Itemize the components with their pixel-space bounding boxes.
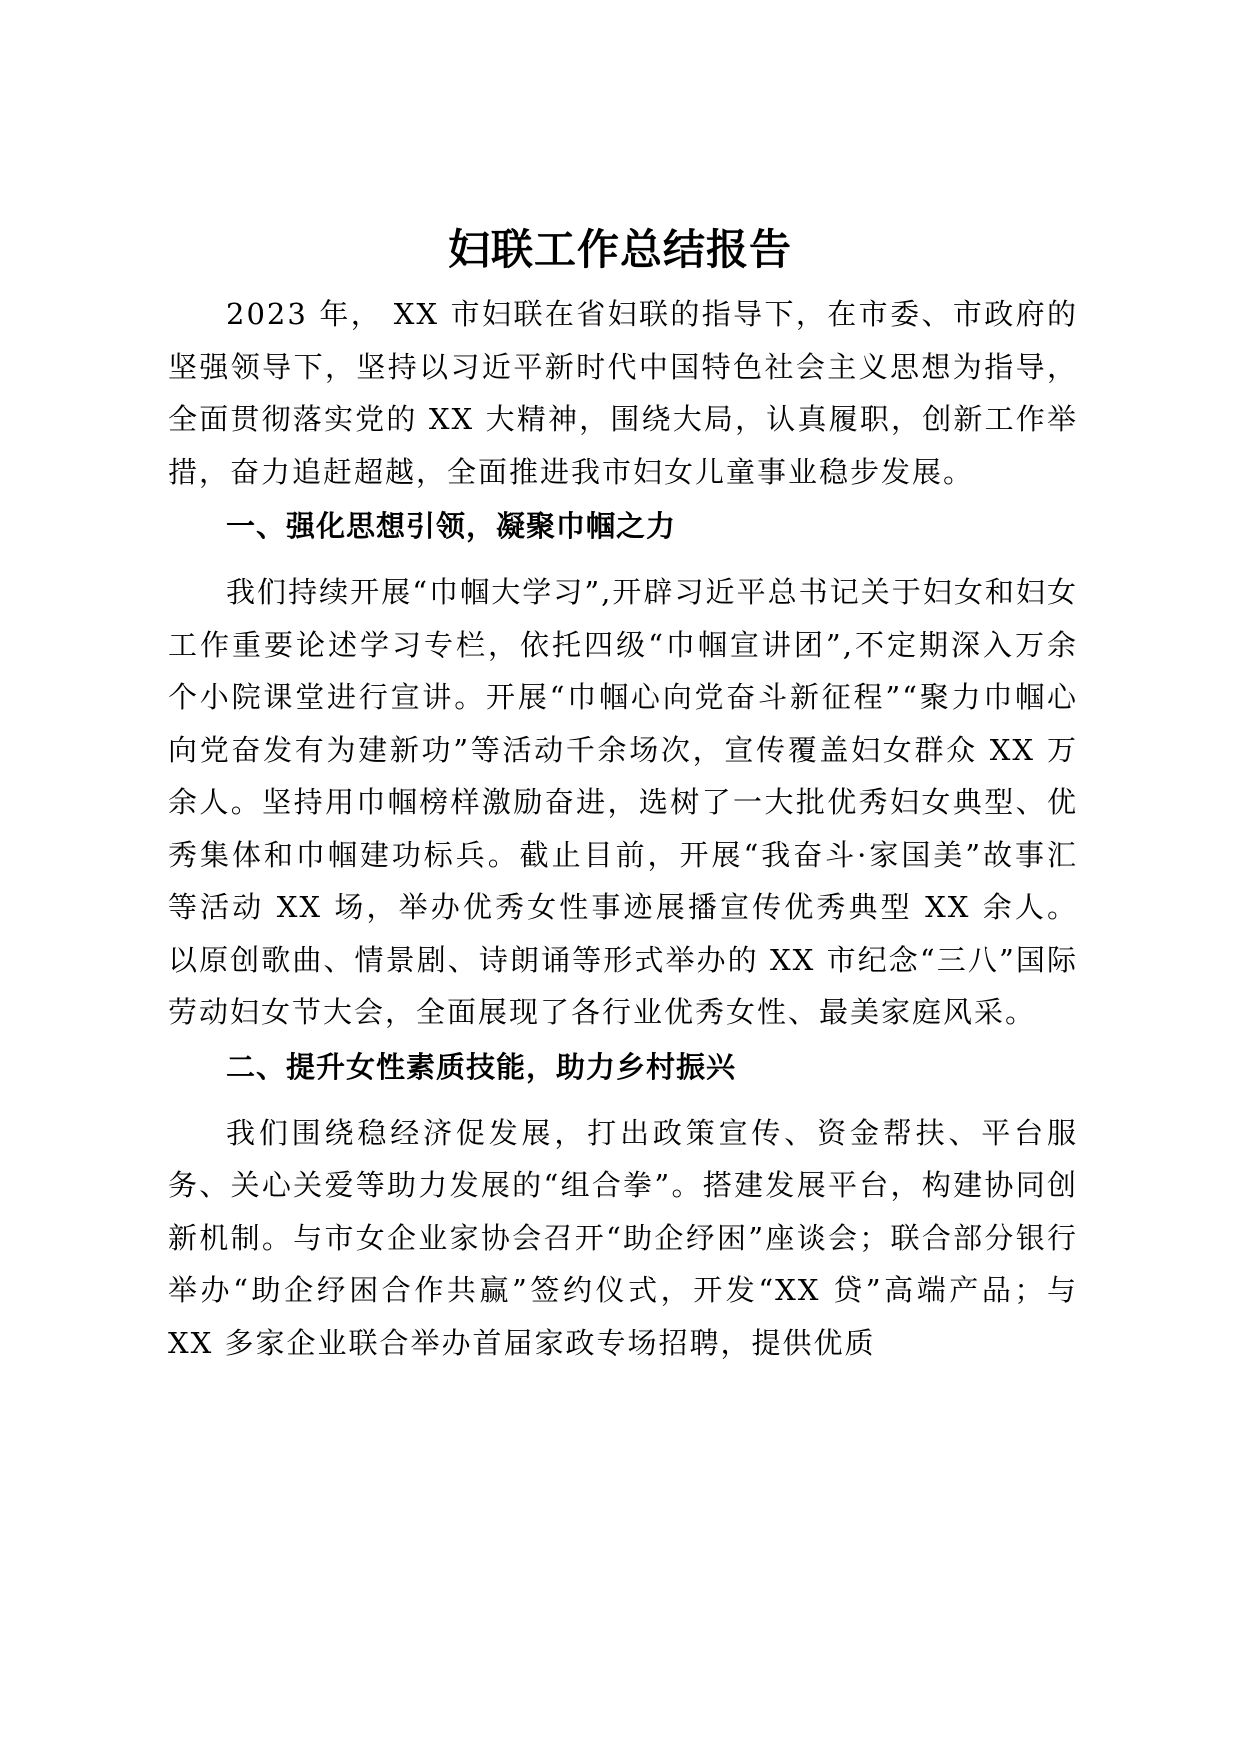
intro-paragraph: 2023 年， XX 市妇联在省妇联的指导下，在市委、市政府的坚强领导下，坚持以习近平新时代中国特色社会主义思想为指导，全面贯彻落实党的 XX 大精神，围绕大局，认真履职，创新工作举措，奋力追赶超越，全面推进我市妇女儿童事业稳步发展。 xyxy=(168,297,1078,489)
document-body xyxy=(168,288,1078,1369)
section-heading-1: 一、强化思想引领，凝聚巾帼之力 xyxy=(226,509,677,543)
section-heading-2: 二、提升女性素质技能，助力乡村振兴 xyxy=(226,1049,737,1084)
section-paragraph-2: 我们围绕稳经济促发展，打出政策宣传、资金帮扶、平台服务、关心关爱等助力发展的“组合拳”。搭建发展平台，构建协同创新机制。与市女企业家协会召开“助企纾困”座谈会；联合部分银行举办“助企纾困合作共赢”签约仪式，开发“XX 贷”高端产品；与 XX 多家企业联合举办首届家政专场招聘，提供优质 xyxy=(168,1115,1078,1360)
document-title: 妇联工作总结报告 xyxy=(447,225,792,274)
section-paragraph-1: 我们持续开展“巾帼大学习”,开辟习近平总书记关于妇女和妇女工作重要论述学习专栏，依托四级“巾帼宣讲团”,不定期深入万余个小院课堂进行宣讲。开展“巾帼心向党奋斗新征程”“聚力巾帼心向党奋发有为建新功”等活动千余场次，宣传覆盖妇女群众 XX 万余人。坚持用巾帼榜样激励奋进，选树了一大批优秀妇女典型、优秀集体和巾帼建功标兵。截止目前，开展“我奋斗·家国美”故事汇等活动 XX 场，举办优秀女性事迹展播宣传优秀典型 XX 余人。以原创歌曲、情景剧、诗朗诵等形式举办的 XX 市纪念“三八”国际劳动妇女节大会，全面展现了各行业优秀女性、最美家庭风采。 xyxy=(168,575,1078,1029)
